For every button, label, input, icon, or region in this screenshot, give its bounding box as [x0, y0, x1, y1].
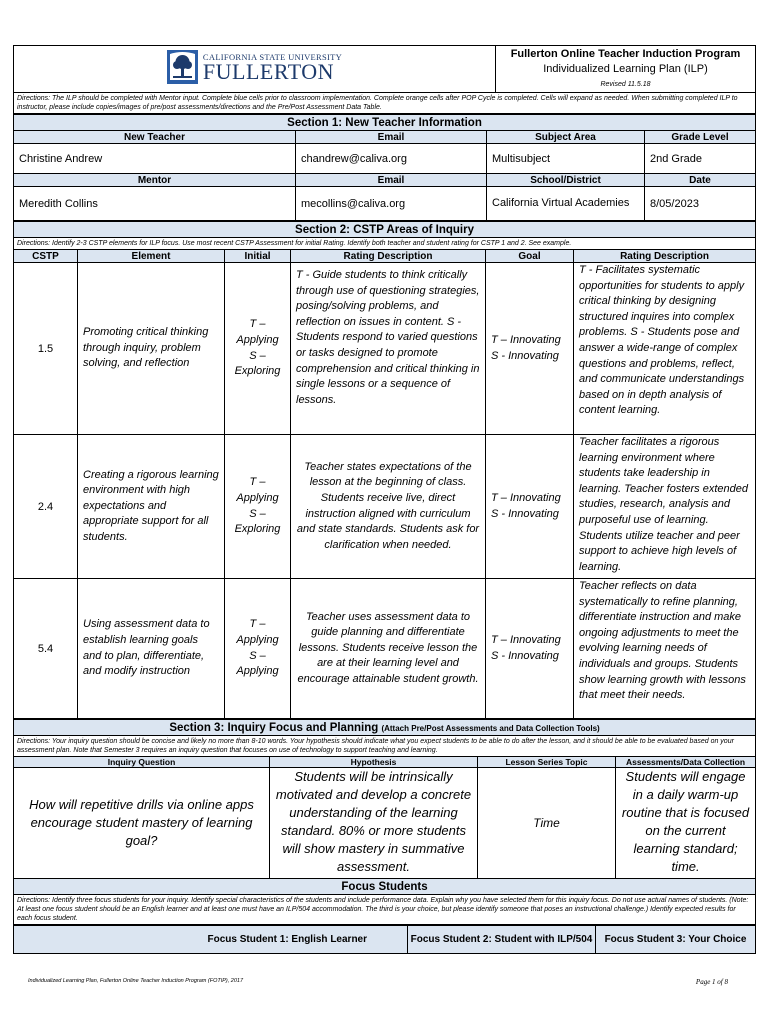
page-footer	[28, 978, 728, 984]
goal-description: T - Facilitates systematic opportunities for students to apply critical thinking by designing structured inquires into complex problems. S - Students pose and answer a wide-range of complex questions and problems, reflect, and communicate understandings based on in depth analysis of content learning.	[574, 263, 756, 435]
initial-rating: T – Applying S – Applying	[225, 579, 291, 719]
goal-rating: T – Innovating S - Innovating	[486, 263, 574, 435]
col-inquiry-question: Inquiry Question	[14, 757, 270, 768]
focus-student-2: Focus Student 2: Student with ILP/504	[408, 926, 596, 954]
col-mentor: Mentor	[14, 174, 296, 187]
section3-title-note: (Attach Pre/Post Assessments and Data Collection Tools)	[381, 723, 600, 733]
focus-title: Focus Students	[14, 879, 756, 895]
inquiry-question: How will repetitive drills via online apps encourage student mastery of learning goal?	[14, 768, 270, 879]
directions-top: Directions: The ILP should be completed with Mentor input. Complete blue cells prior to classroom implementation. Complete orange cells after POP Cycle is completed. Cells will expand as needed. When submitting completed ILP to instructor, please include copies/images of pre/post assessments/directions and the Pre/Post Assessment Data Table.	[14, 93, 756, 114]
ilp-page	[13, 45, 755, 954]
rating-description: Teacher uses assessment data to guide planning and differentiate lessons. Students receive lesson the are at their learning level and encourage attainable student growth.	[291, 579, 486, 719]
col-cstp: CSTP	[14, 250, 78, 263]
page-number: Page 1 of 8	[695, 978, 728, 986]
logo-line1: CALIFORNIA STATE UNIVERSITY	[202, 51, 343, 62]
section2-directions: Directions: Identify 2-3 CSTP elements for ILP focus. Use most recent CSTP Assessment for initial Rating. Identify both teacher and student rating for CSTP 1 and 2. See example.	[14, 238, 756, 250]
cstp-element: Using assessment data to establish learning goals and to plan, differentiate, and modify instruction	[78, 579, 225, 719]
col-subject: Subject Area	[487, 131, 645, 144]
col-hypothesis: Hypothesis	[270, 757, 478, 768]
col-assessments: Assessments/Data Collection	[616, 757, 756, 768]
col-lesson-topic: Lesson Series Topic	[478, 757, 616, 768]
rating-description: Teacher states expectations of the lesson at the beginning of class. Students receive live, direct instruction aligned with curriculum and state standards. Students ask for clarification when needed.	[291, 435, 486, 579]
initial-rating: T – Applying S – Exploring	[225, 435, 291, 579]
goal-rating: T – Innovating S - Innovating	[486, 435, 574, 579]
section1-title: Section 1: New Teacher Information	[14, 115, 756, 131]
section2-table	[13, 221, 756, 719]
teacher-name: Christine Andrew	[14, 144, 296, 174]
section3-table	[13, 719, 756, 925]
plan-date: 8/05/2023	[645, 187, 756, 221]
rating-description: T - Guide students to think critically through use of questioning strategies, posing/solving problems, and reflection on issues in content. S - Students respond to varied questions or tasks designed to promote comprehension and critical thinking in single lessons or a sequence of lessons.	[291, 263, 486, 435]
cstp-number: 5.4	[14, 579, 78, 719]
section3-title	[14, 720, 756, 736]
table-row	[14, 579, 756, 719]
grade-level: 2nd Grade	[645, 144, 756, 174]
plan-title: Individualized Learning Plan (ILP)	[543, 63, 708, 75]
assessment-plan: Students will engage in a daily warm-up routine that is focused on the current learning standard; time.	[616, 768, 756, 879]
focus-student-1: Focus Student 1: English Learner	[14, 926, 408, 954]
cstp-number: 1.5	[14, 263, 78, 435]
revised-date: Revised 11.5.18	[600, 81, 651, 88]
goal-description: Teacher facilitates a rigorous learning environment where students take leadership in learning. Teacher fosters extended studies, research, analysis and purposeful use of learning. Students utilize teacher and peer support to achieve high levels of learning.	[574, 435, 756, 579]
section3-directions: Directions: Your inquiry question should be concise and likely no more than 8-10 words. Your hypothesis should indicate what you expect students to be able to do after the lesson, and it should be able to be evaluated based on your assessment plan. Note that Semester 3 requires an inquiry question that focuses on use of technology to support teaching and learning.	[14, 736, 756, 757]
tree-seal-icon	[167, 50, 198, 84]
col-grade: Grade Level	[645, 131, 756, 144]
mentor-email: mecollins@caliva.org	[296, 187, 487, 221]
school-district: California Virtual Academies	[487, 187, 645, 221]
cstp-number: 2.4	[14, 435, 78, 579]
initial-rating: T – Applying S – Exploring	[225, 263, 291, 435]
table-row	[14, 435, 756, 579]
university-logo	[167, 50, 342, 84]
cstp-element: Promoting critical thinking through inquiry, problem solving, and reflection	[78, 263, 225, 435]
title-cell	[496, 46, 756, 93]
section1-table	[13, 114, 756, 221]
program-title: Fullerton Online Teacher Induction Program	[510, 48, 741, 60]
hypothesis: Students will be intrinsically motivated and develop a concrete understanding of the learning standard. 80% or more students will show mastery in summative assessment.	[270, 768, 478, 879]
col-goal-rating-desc: Rating Description	[574, 250, 756, 263]
mentor-name: Meredith Collins	[14, 187, 296, 221]
goal-description: Teacher reflects on data systematically to refine planning, differentiate instruction and make ongoing adjustments to meet the evolving learning needs of individuals and groups. Students show learning growth with lessons that meet their needs.	[574, 579, 756, 719]
col-mentor-email: Email	[296, 174, 487, 187]
logo-cell	[14, 46, 496, 93]
footer-text: Individualized Learning Plan, Fullerton Online Teacher Induction Program (FOTIP), 2017	[28, 978, 244, 984]
col-school: School/District	[487, 174, 645, 187]
section3-title-text: Section 3: Inquiry Focus and Planning	[169, 721, 379, 734]
focus-students-table	[13, 925, 756, 954]
focus-directions: Directions: Identify three focus students for your inquiry. Identify special characteristics of the students and include performance data. Explain why you have selected them for this inquiry focus. Do not use actual names of students. (Note: At least one focus student should be an English learner and at least one must have an ILP/504 accommodation. The third is your choice, but please identify someone that poses an instructional challenge.) Identify expected results for each focus student.	[14, 895, 756, 925]
col-element: Element	[78, 250, 225, 263]
col-date: Date	[645, 174, 756, 187]
col-new-teacher: New Teacher	[14, 131, 296, 144]
lesson-topic: Time	[478, 768, 616, 879]
teacher-email: chandrew@caliva.org	[296, 144, 487, 174]
logo-line2: FULLERTON	[202, 58, 335, 84]
focus-student-3: Focus Student 3: Your Choice	[596, 926, 756, 954]
col-email: Email	[296, 131, 487, 144]
cstp-element: Creating a rigorous learning environment with high expectations and appropriate support for all students.	[78, 435, 225, 579]
table-row	[14, 263, 756, 435]
section2-title: Section 2: CSTP Areas of Inquiry	[14, 222, 756, 238]
col-goal: Goal	[486, 250, 574, 263]
col-initial: Initial	[225, 250, 291, 263]
goal-rating: T – Innovating S - Innovating	[486, 579, 574, 719]
header-table	[13, 45, 756, 114]
col-rating-desc: Rating Description	[291, 250, 486, 263]
subject-area: Multisubject	[487, 144, 645, 174]
